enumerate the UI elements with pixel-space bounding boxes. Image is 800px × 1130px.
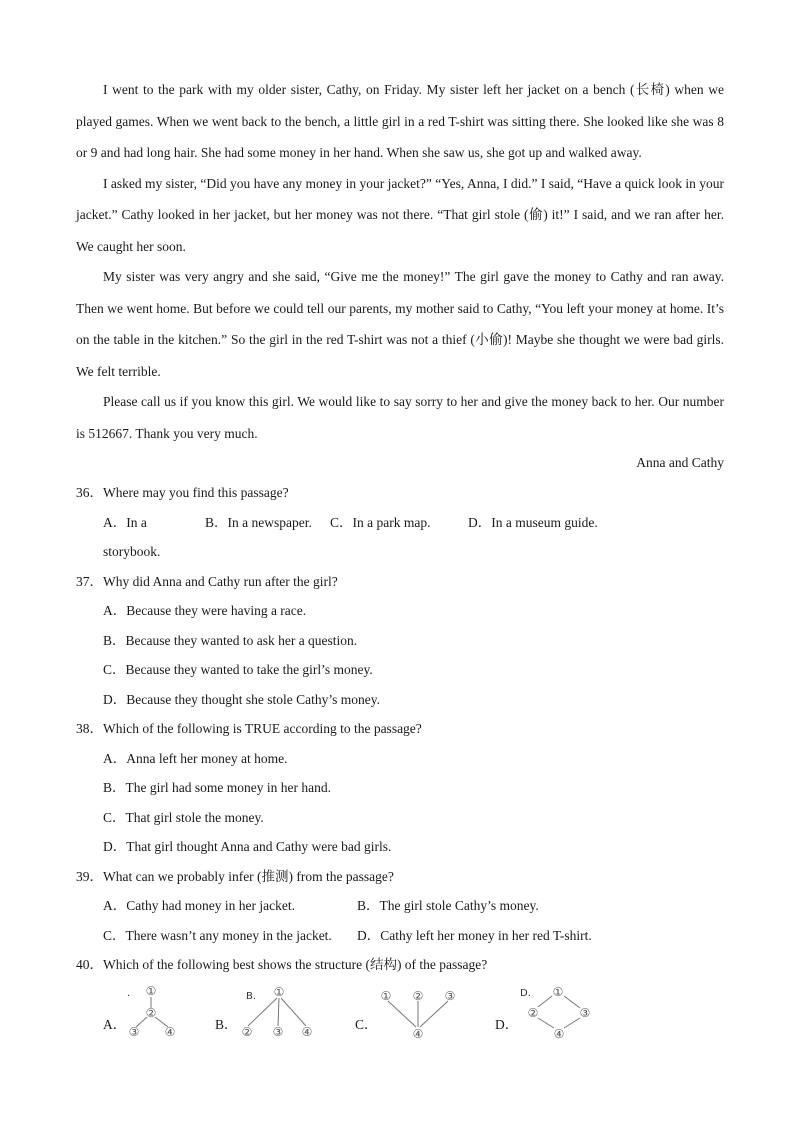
option-c[interactable]: C．Because they wanted to take the girl’s money. — [103, 662, 373, 677]
question-37 — [76, 567, 724, 715]
diagram-d-letter: D. — [520, 987, 531, 999]
passage-paragraph-4: Please call us if you know this girl. We would like to say sorry to her and give the money back to her. Our number is 512667. Thank you very much. — [76, 394, 724, 441]
node-1: ① — [145, 983, 157, 998]
option-a-label[interactable]: A． — [103, 1016, 127, 1032]
option-d[interactable]: D．In a museum guide. — [468, 514, 598, 530]
option-d[interactable]: D．Cathy left her money in her red T-shirt. — [357, 927, 592, 943]
diagram-b[interactable] — [236, 982, 318, 1046]
question-36 — [76, 478, 724, 567]
edge-1-4 — [281, 998, 306, 1026]
node-2: ② — [527, 1005, 539, 1020]
question-39 — [76, 862, 724, 951]
passage-signature: Anna and Cathy — [636, 455, 724, 470]
node-4: ④ — [301, 1024, 313, 1039]
node-1: ① — [552, 984, 564, 999]
diagram-b-letter: B. — [246, 990, 257, 1002]
option-a[interactable]: A．Because they were having a race. — [103, 603, 307, 618]
option-b[interactable]: B．The girl stole Cathy’s money. — [357, 898, 539, 913]
structure-diagrams — [76, 980, 724, 1050]
diagram-c[interactable] — [376, 982, 462, 1046]
node-3: ③ — [128, 1024, 140, 1039]
node-2: ② — [412, 988, 424, 1003]
edge-3-4 — [420, 1001, 448, 1027]
option-a[interactable]: A．Cathy had money in her jacket. — [103, 898, 295, 913]
node-2: ② — [145, 1005, 157, 1020]
question-stem: 38．Which of the following is TRUE according to the passage? — [76, 721, 422, 736]
node-2: ② — [241, 1024, 253, 1039]
question-40 — [76, 950, 724, 1050]
diagram-a[interactable] — [124, 982, 184, 1046]
node-3: ③ — [272, 1024, 284, 1039]
node-4: ④ — [553, 1026, 565, 1041]
edge-1-4 — [388, 1001, 416, 1027]
option-a[interactable]: A．In a storybook. — [103, 514, 161, 559]
option-d[interactable]: D．That girl thought Anna and Cathy were bad girls. — [103, 839, 392, 854]
question-stem: 40．Which of the following best shows the structure (结构) of the passage? — [76, 957, 488, 972]
question-38 — [76, 714, 724, 862]
node-1: ① — [273, 984, 285, 999]
edge-1-3 — [278, 998, 279, 1026]
diagram-a-dot: . — [127, 987, 131, 999]
node-3: ③ — [579, 1005, 591, 1020]
node-4: ④ — [164, 1024, 176, 1039]
option-c[interactable]: C．That girl stole the money. — [103, 809, 264, 825]
option-d-label[interactable]: D． — [495, 1016, 519, 1032]
option-a[interactable]: A．Anna left her money at home. — [103, 750, 288, 766]
option-b-label[interactable]: B． — [215, 1016, 238, 1032]
question-stem: 39．What can we probably infer (推测) from the passage? — [76, 868, 394, 884]
passage-paragraph-3: My sister was very angry and she said, “Give me the money!” The girl gave the money to Cathy and ran away. Then we went home. But before we could tell our parents, my mother said to Cathy, “You left your money at home. It’s on the table in the kitchen.” So the girl in the red T-shirt was not a thief (小偷)! Maybe she thought we were bad girls. We felt terrible. — [76, 269, 724, 379]
passage-paragraph-2: I asked my sister, “Did you have any money in your jacket?” “Yes, Anna, I did.” I said, “Have a quick look in your jacket.” Cathy looked in her jacket, but her money was not there. “That girl stole (偷) it!” I said, and we ran after her. We caught her soon. — [76, 175, 724, 254]
option-b[interactable]: B．In a newspaper. — [205, 514, 312, 530]
edge-1-2 — [248, 998, 277, 1026]
edge-1-2 — [538, 996, 552, 1007]
question-stem: 36．Where may you find this passage? — [76, 485, 289, 500]
option-c-label[interactable]: C． — [355, 1016, 378, 1032]
edge-1-3 — [564, 996, 580, 1008]
option-b[interactable]: B．Because they wanted to ask her a question. — [103, 632, 358, 648]
edge-3-4 — [564, 1018, 580, 1028]
node-4: ④ — [412, 1026, 424, 1041]
diagram-d[interactable] — [518, 982, 604, 1046]
question-stem: 37．Why did Anna and Cathy run after the girl? — [76, 573, 338, 589]
passage-paragraph-1: I went to the park with my older sister, Cathy, on Friday. My sister left her jacket on a bench (长椅) when we played games. When we went back to the bench, a little girl in a red T-shirt was sitting there. She looked like she was 8 or 9 and had long hair. She had some money in her hand. When she saw us, she got up and walked away. — [76, 82, 724, 160]
node-1: ① — [380, 988, 392, 1003]
option-b[interactable]: B．The girl had some money in her hand. — [103, 780, 331, 795]
option-d[interactable]: D．Because they thought she stole Cathy’s money. — [103, 691, 380, 707]
node-3: ③ — [444, 988, 456, 1003]
option-c[interactable]: C．In a park map. — [330, 514, 431, 530]
exam-page — [76, 74, 724, 1050]
edge-2-4 — [538, 1018, 554, 1028]
option-c[interactable]: C．There wasn’t any money in the jacket. — [103, 927, 332, 943]
